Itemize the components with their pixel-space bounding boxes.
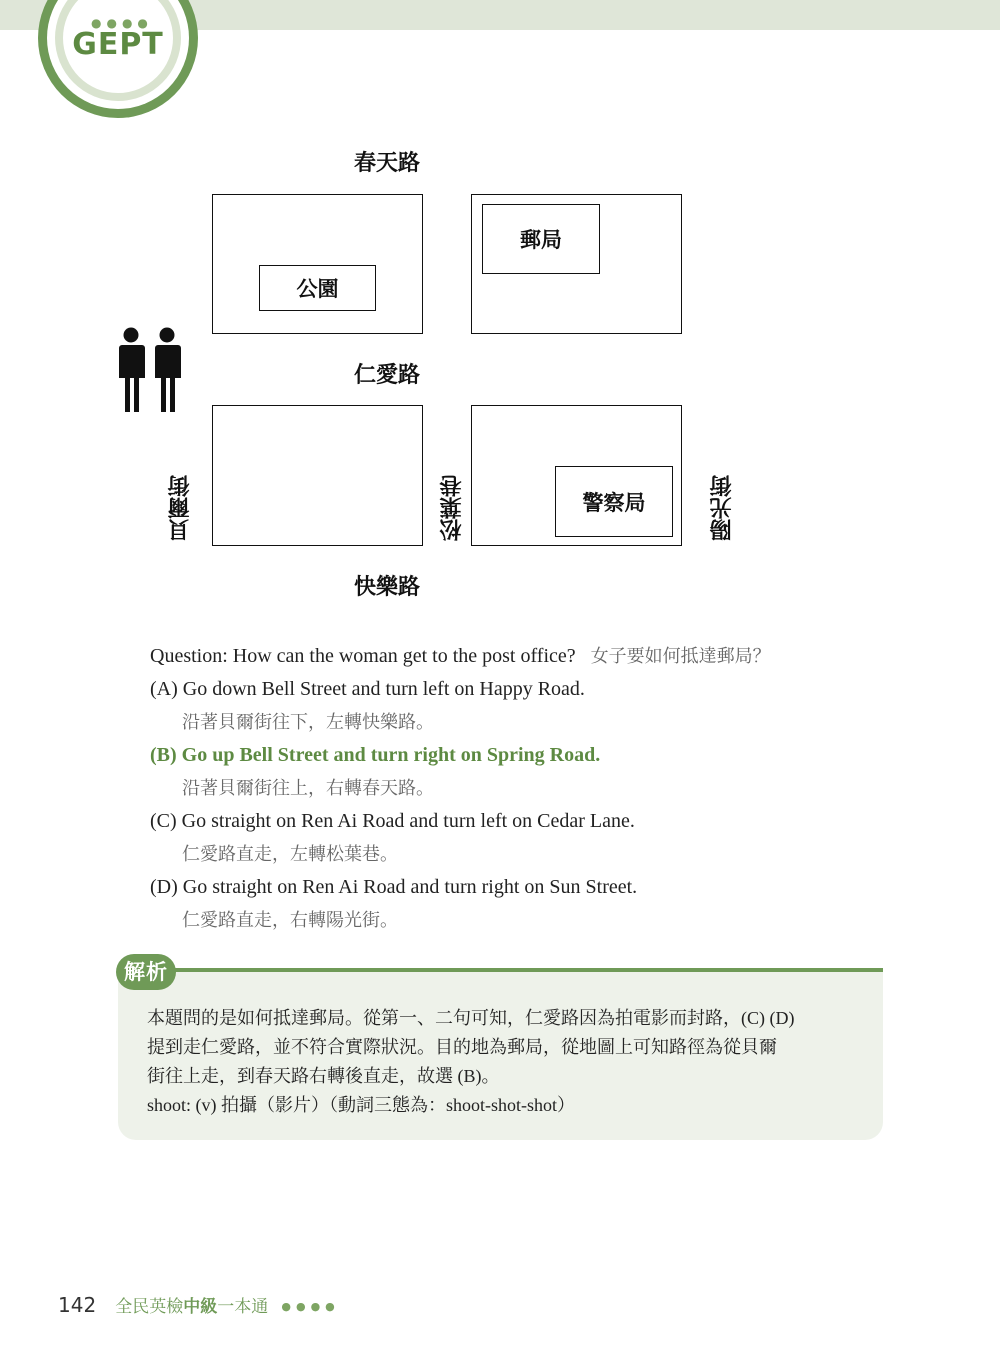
analysis-line: 本題問的是如何抵達郵局。從第一、二句可知，仁愛路因為拍電影而封路，(C) (D) — [147, 1008, 795, 1028]
gept-badge — [38, 0, 198, 118]
option-c-zh: 仁愛路直走，左轉松葉巷。 — [182, 844, 398, 865]
analysis-divider — [150, 968, 883, 972]
badge-logo-text: GEPT — [72, 27, 164, 62]
analysis-text — [147, 1004, 867, 1120]
analysis-tag: 解析 — [116, 954, 176, 990]
block-bottom-left — [212, 405, 423, 546]
page-number: 142 — [58, 1293, 97, 1317]
question-block — [150, 640, 910, 937]
analysis-line: shoot: (v) 拍攝（影片）（動詞三態為：shoot-shot-shot） — [147, 1095, 575, 1115]
analysis-line: 提到走仁愛路，並不符合實際狀況。目的地為郵局，從地圖上可知路徑為從貝爾 — [147, 1037, 777, 1057]
option-d-zh: 仁愛路直走，右轉陽光街。 — [182, 910, 398, 931]
book-title-level: 中級 — [183, 1297, 218, 1317]
question-text: Question: How can the woman get to the post office? — [150, 645, 576, 667]
question-text-zh: 女子要如何抵達郵局？ — [590, 646, 771, 667]
place-park: 公園 — [259, 265, 376, 311]
book-title-post: 一本通 — [217, 1297, 269, 1317]
road-label-spring: 春天路 — [354, 150, 421, 175]
two-people-icon — [112, 326, 184, 414]
block-top-right — [471, 194, 682, 334]
road-label-renai: 仁愛路 — [354, 362, 421, 387]
option-d: (D) Go straight on Ren Ai Road and turn right on Sun Street. — [150, 876, 638, 898]
footer-dots: ●●●● — [281, 1300, 340, 1313]
question-line — [150, 640, 910, 673]
road-label-sun: 陽光街 — [709, 475, 734, 541]
block-top-left — [212, 194, 423, 334]
place-police-station: 警察局 — [555, 466, 673, 537]
option-c: (C) Go straight on Ren Ai Road and turn left on Cedar Lane. — [150, 810, 635, 832]
book-title-pre: 全民英檢 — [115, 1297, 184, 1317]
analysis-line: 街往上走，到春天路右轉後直走，故選 (B)。 — [147, 1066, 500, 1086]
option-a: (A) Go down Bell Street and turn left on Happy Road. — [150, 678, 585, 700]
option-a-zh: 沿著貝爾街往下，左轉快樂路。 — [182, 712, 434, 733]
road-label-cedar: 松葉巷 — [439, 475, 464, 541]
block-bottom-right — [471, 405, 682, 546]
road-label-bell: 貝爾街 — [167, 475, 192, 541]
badge-dots: ●●●● — [91, 16, 153, 30]
option-b-zh: 沿著貝爾街往上，右轉春天路。 — [182, 778, 434, 799]
road-label-happy: 快樂路 — [354, 574, 421, 599]
book-title — [115, 1297, 268, 1317]
page-footer — [58, 1292, 340, 1320]
option-b-correct: (B) Go up Bell Street and turn right on Spring Road. — [150, 744, 601, 766]
street-map — [0, 130, 1000, 610]
place-post-office: 郵局 — [482, 204, 600, 274]
